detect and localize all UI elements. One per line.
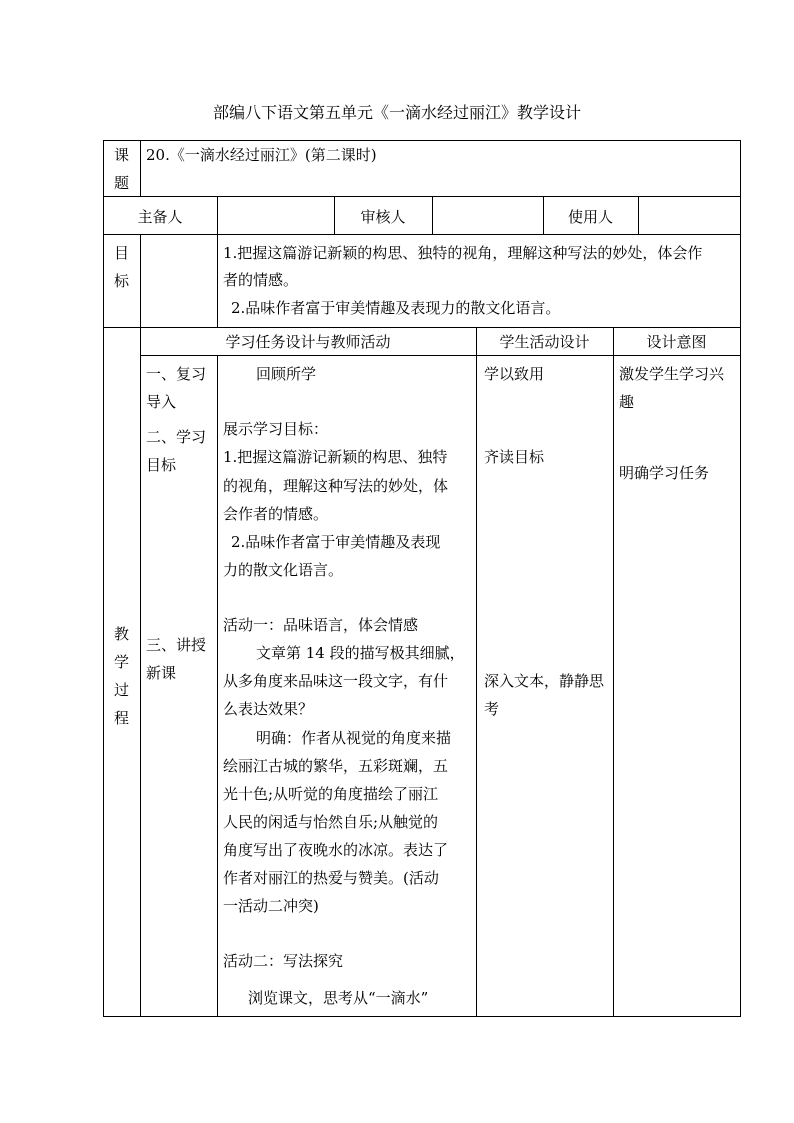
step-label: 一、复习	[146, 365, 207, 383]
header-student: 学生活动设计	[499, 333, 590, 351]
table-line	[613, 327, 614, 1017]
step-label: 三、讲授	[146, 636, 207, 654]
header-tasks: 学习任务设计与教师活动	[225, 333, 391, 351]
table-line	[476, 327, 477, 1017]
teacher-text: 浏览课文，思考从“一滴水”	[248, 989, 429, 1007]
teacher-text: 一活动二冲突)	[223, 897, 319, 915]
goals-label: 标	[113, 272, 129, 290]
process-label: 学	[113, 653, 129, 671]
teacher-text: 2.品味作者富于审美情趣及表现	[231, 533, 441, 551]
teacher-text: 从多角度来品味这一段文字，有什	[223, 672, 449, 690]
teacher-text: 回顾所学	[256, 365, 317, 383]
teacher-text: 活动一：品味语言，体会情感	[223, 616, 419, 634]
process-label: 程	[113, 709, 129, 727]
teacher-text: 力的散文化语言。	[223, 561, 344, 579]
table-line	[140, 140, 141, 197]
user-label: 使用人	[567, 208, 613, 226]
step-label: 目标	[146, 456, 177, 474]
student-text: 学以致用	[484, 365, 545, 383]
intent-text: 激发学生学习兴	[619, 365, 725, 383]
table-line	[217, 196, 218, 328]
teacher-text: 1.把握这篇游记新颖的构思、独特	[223, 448, 448, 466]
table-line	[740, 140, 741, 1017]
table-line	[217, 355, 218, 1017]
teacher-text: 的视角，理解这种写法的妙处，体	[223, 477, 449, 495]
goals-text: 者的情感。	[223, 271, 299, 289]
goals-text: 2.品味作者富于审美情趣及表现力的散文化语言。	[231, 299, 561, 317]
student-text: 齐读目标	[484, 448, 545, 466]
teacher-text: 活动二：写法探究	[223, 952, 344, 970]
student-text: 深入文本，静静思	[484, 672, 605, 690]
process-label: 教	[113, 625, 129, 643]
table-line	[103, 196, 741, 197]
teacher-text: 绘丽江古城的繁华，五彩斑斓，五	[223, 757, 449, 775]
reviewer-label: 审核人	[360, 208, 406, 226]
header-intent: 设计意图	[646, 333, 707, 351]
process-label: 过	[113, 681, 129, 699]
teacher-text: 光十色;从听觉的角度描绘了丽江	[223, 785, 439, 803]
teacher-text: 会作者的情感。	[223, 505, 329, 523]
step-label: 新课	[146, 664, 177, 682]
teacher-text: 么表达效果？	[223, 700, 314, 718]
goals-label: 目	[113, 244, 129, 262]
table-line	[638, 196, 639, 235]
preparer-label: 主备人	[137, 208, 183, 226]
document-title: 部编八下语文第五单元《一滴水经过丽江》教学设计	[212, 103, 581, 122]
goals-text: 1.把握这篇游记新颖的构思、独特的视角，理解这种写法的妙处，体会作	[223, 244, 703, 262]
teacher-text: 人民的闲适与怡然自乐;从触觉的	[223, 813, 439, 831]
topic-label: 题	[113, 174, 129, 192]
intent-text: 明确学习任务	[619, 464, 710, 482]
table-line	[103, 234, 741, 235]
table-line	[103, 1016, 741, 1017]
topic-value: 20.《一滴水经过丽江》(第二课时)	[146, 146, 377, 164]
teacher-text: 作者对丽江的热爱与赞美。(活动	[223, 869, 439, 887]
teacher-text: 展示学习目标：	[223, 420, 329, 438]
table-line	[432, 196, 433, 235]
teacher-text: 文章第 14 段的描写极其细腻，	[256, 644, 465, 662]
teacher-text: 角度写出了夜晚水的冰凉。表达了	[223, 841, 449, 859]
intent-text: 趣	[619, 393, 635, 411]
teacher-text: 明确：作者从视觉的角度来描	[256, 729, 452, 747]
topic-label: 课	[113, 146, 129, 164]
step-label: 二、学习	[146, 428, 207, 446]
step-label: 导入	[146, 393, 177, 411]
student-text: 考	[484, 700, 500, 718]
